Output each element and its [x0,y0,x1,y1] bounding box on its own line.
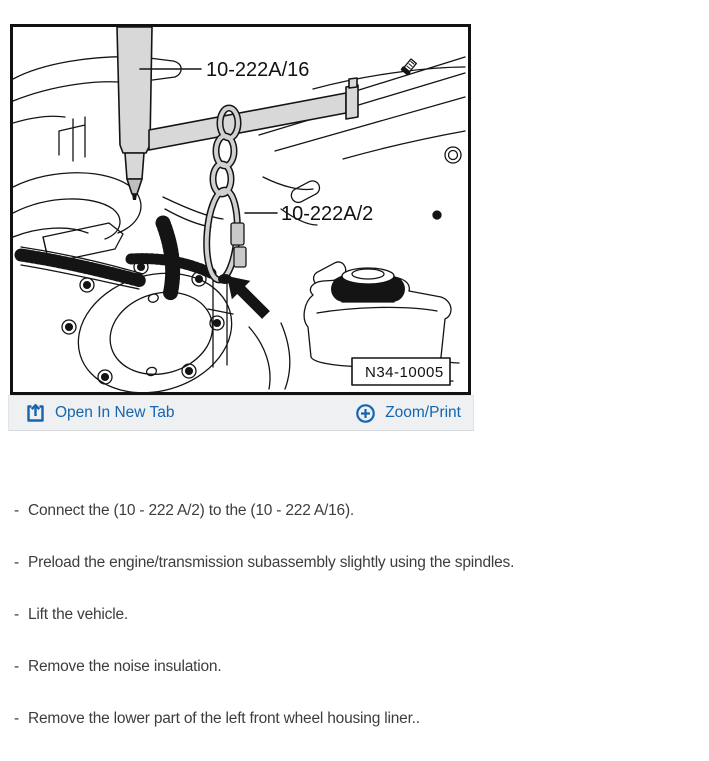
zoom-print-label: Zoom/Print [385,404,461,421]
zoom-print-link[interactable] [355,403,461,424]
instruction-list [0,501,709,761]
open-in-new-tab-link[interactable] [25,403,174,424]
instruction-item [0,657,709,676]
figure-toolbar [8,395,474,431]
instruction-text: Lift the vehicle. [28,606,128,623]
support-beam [149,78,358,150]
instruction-text: Remove the noise insulation. [28,658,222,675]
instruction-text: Preload the engine/transmission subassembly slightly using the spindles. [28,554,515,571]
label-tool-hook: 10-222A/2 [281,203,374,225]
zoom-plus-icon [355,403,376,424]
instruction-item [0,501,709,520]
bullet-dash: - [14,502,19,519]
engine-support-diagram [10,24,471,395]
bullet-dash: - [14,710,19,727]
instruction-item [0,709,709,728]
label-tool-top: 10-222A/16 [206,59,310,81]
instruction-item [0,605,709,624]
bullet-dash: - [14,658,19,675]
instruction-text: Remove the lower part of the left front wheel housing liner.. [28,710,420,727]
open-in-new-tab-icon [25,403,46,424]
bullet-dash: - [14,554,19,571]
instruction-text: Connect the (10 - 222 A/2) to the (10 - 222 A/16). [28,502,355,519]
fluid-reservoir [304,268,451,367]
spindle-tool [117,27,152,200]
direction-arrow [227,276,270,319]
figure-code-text: N34-10005 [365,364,444,381]
bullet-dash: - [14,606,19,623]
open-in-new-tab-label: Open In New Tab [55,404,175,421]
instruction-item [0,553,709,572]
